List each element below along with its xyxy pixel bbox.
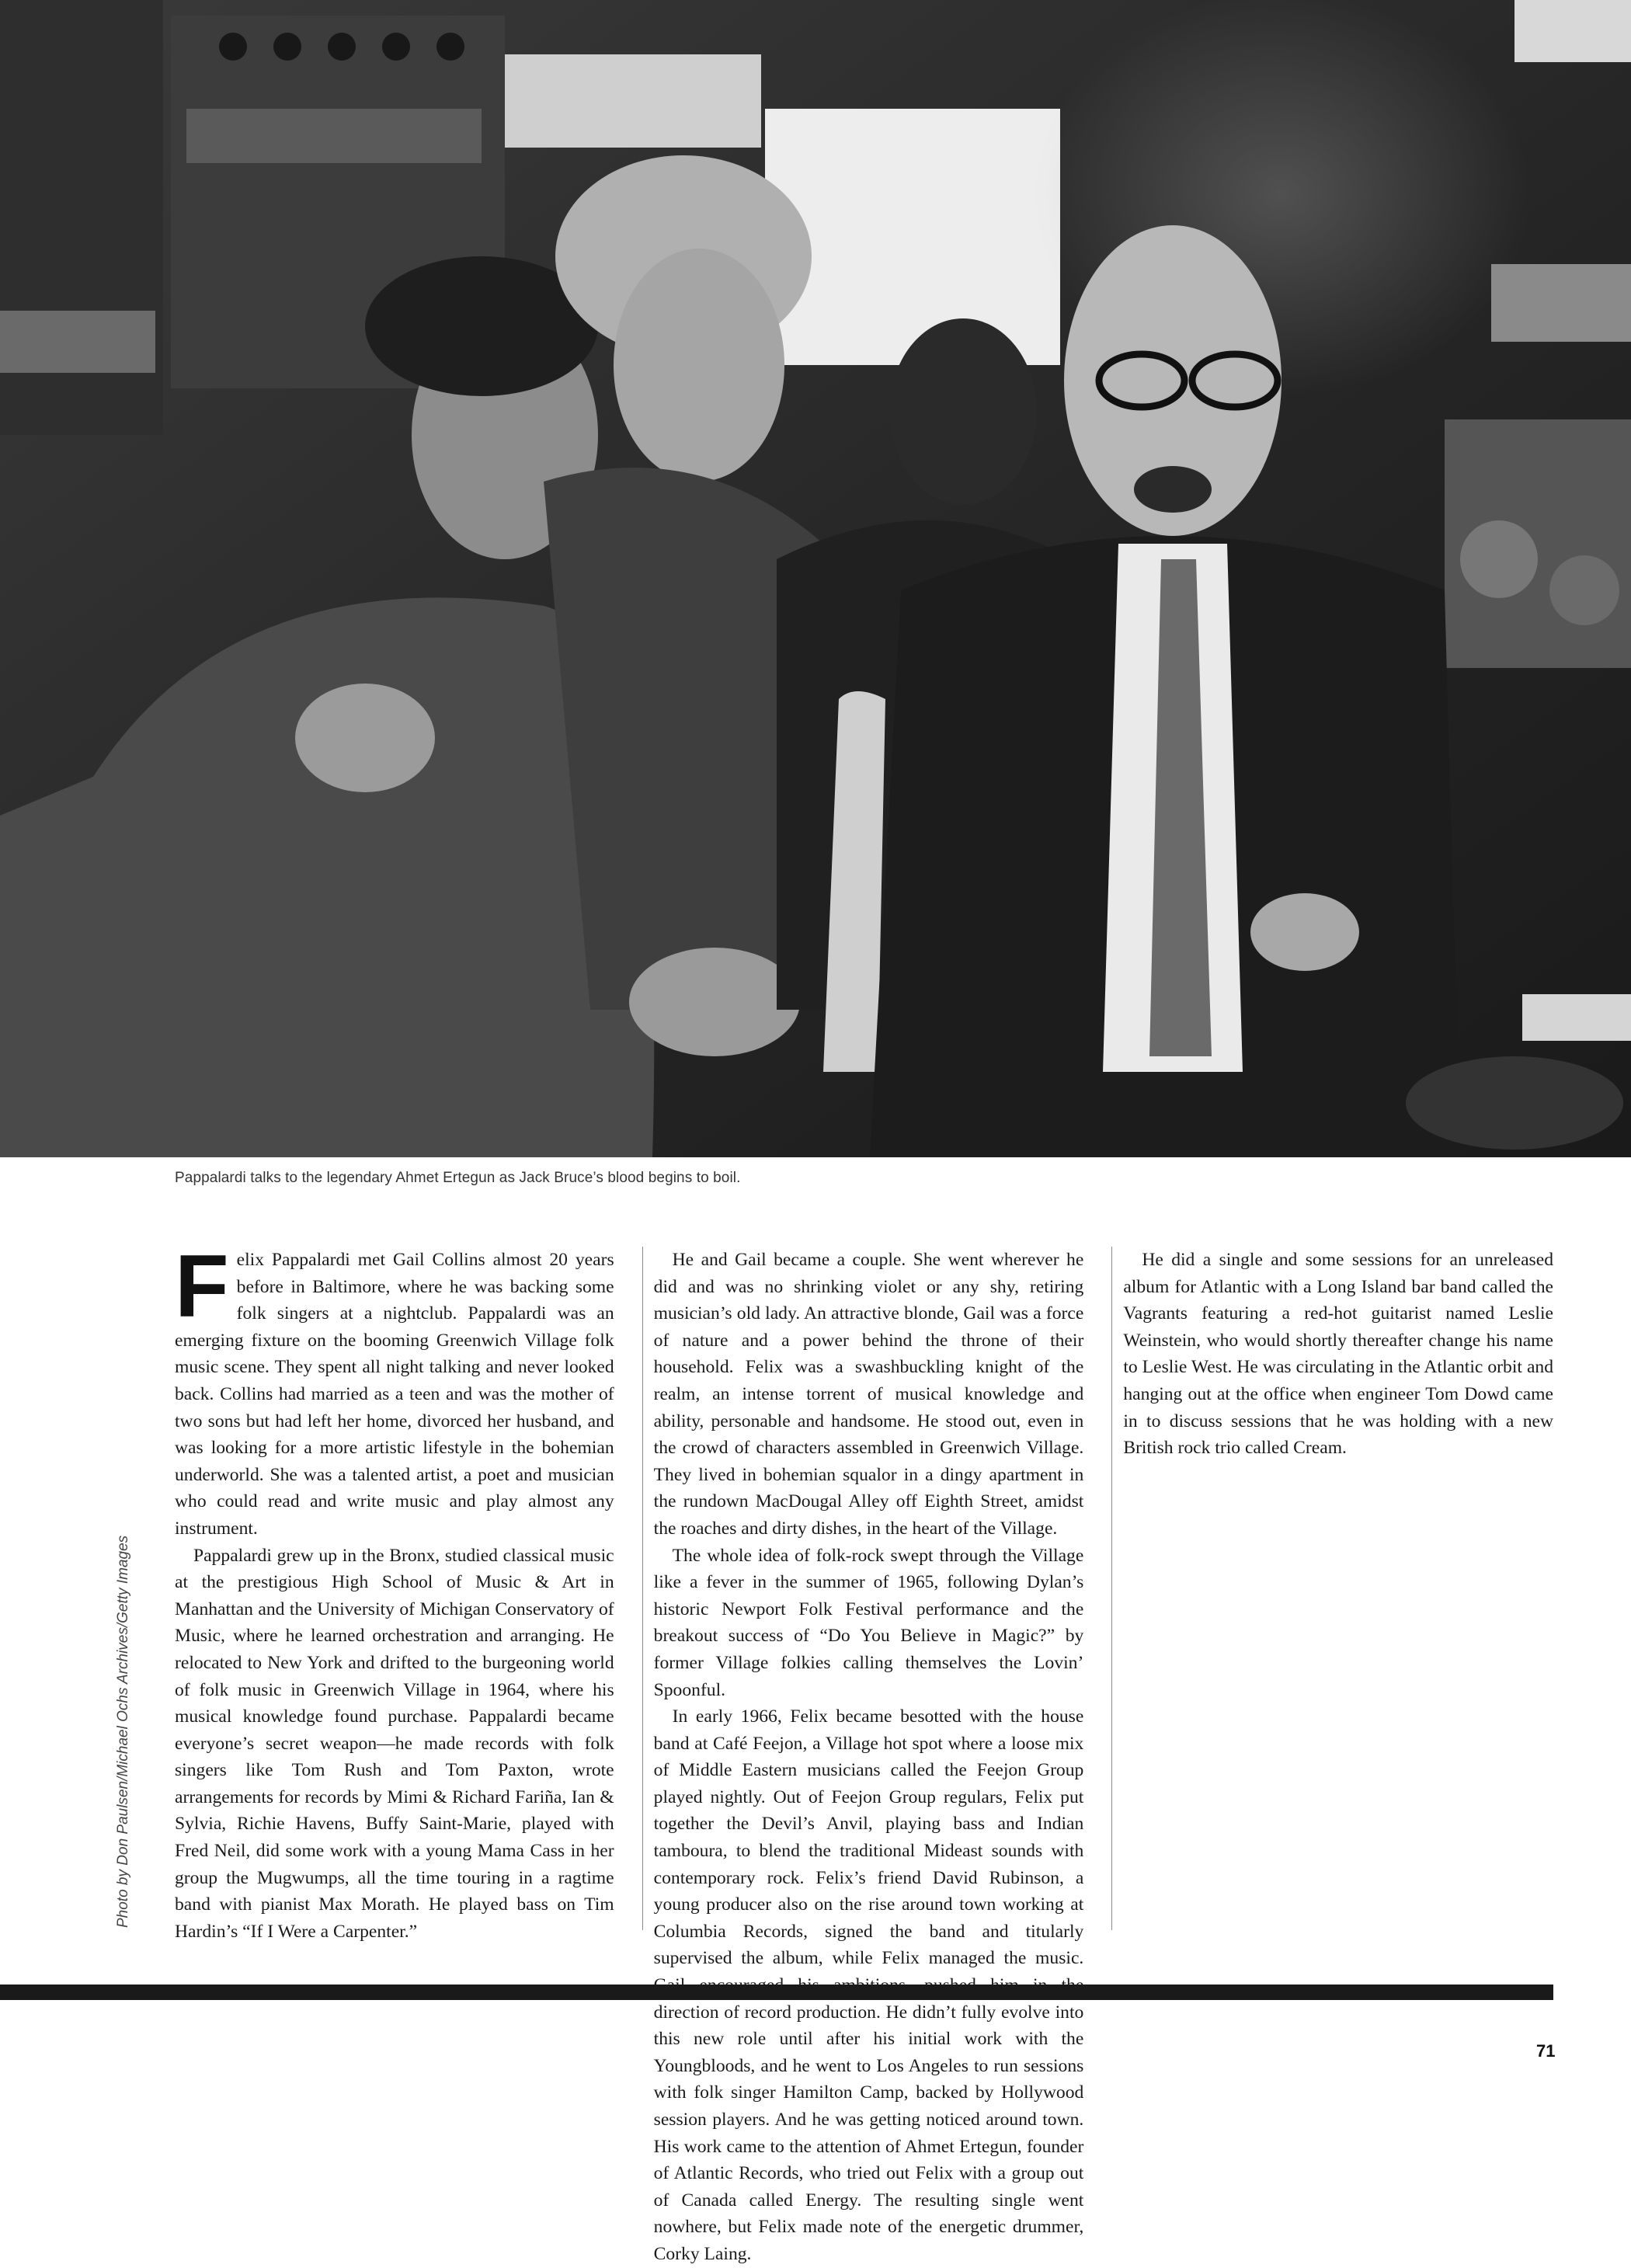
article-paragraph: The whole idea of folk-rock swept through the Village like a fever in the summer of 1965, following Dylan’s historic Newport Folk Festival performance and the breakout success of “Do You Believe in Magic?” by former Village folkies calling themselves the Lovin’ Spoonful. [653, 1545, 1084, 1700]
photo-caption: Pappalardi talks to the legendary Ahmet Ertegun as Jack Bruce’s blood begins to boil. [175, 1170, 741, 1186]
article-paragraph: In early 1966, Felix became besotted with the house band at Café Feejon, a Village hot spot where a loose mix of Middle Eastern musicians called the Feejon Group played nightly. Out of Feejon Group regulars, Felix put together the Devil’s Anvil, playing bass and Indian tamboura, to blend the traditional Mideast sounds with contemporary rock. Felix’s friend David Rubinson, a young producer also on the rise around town working at Columbia Records, signed the band and titularly supervised the album, while Felix managed the music. direction of record production. He didn’t fully evolve into this new role until after his initial work with the Youngbloods, and he went to Los Angeles to run sessions with folk singer Hamilton Camp, backed by Hollywood session players. And he was getting noticed around town. His work came to the attention of Ahmet Ertegun, founder of Atlantic Records, who tried out Felix with a group out of Canada called Energy. The resulting single went nowhere, but Felix made note of the energetic drummer, Corky Laing. [653, 1706, 1084, 2264]
article-paragraph: Felix Pappalardi met Gail Collins almost 20 years before in Baltimore, where he was backing some folk singers at a nightclub. Pappalardi was an emerging fixture on the booming Greenwich Village folk music scene. They spent all night talking and never looked back. Collins had married as a teen and was the mother of two sons but had left her home, divorced her husband, and was looking for a more artistic lifestyle in the bohemian underworld. She was a talented artist, a poet and musician who could read and write music and play almost any instrument. [175, 1237, 614, 1539]
article-column-1 [175, 1237, 614, 1942]
drop-cap: F [175, 1237, 229, 1336]
article-column-3 [1111, 1247, 1553, 1930]
article-column-2 [642, 1247, 1084, 2264]
article-paragraph: He did a single and some sessions for an unreleased album for Atlantic with a Long Island bar band called the Vagrants featuring a red-hot guitarist named Leslie Weinstein, who would shortly thereafter change his name to Leslie West. He was circulating in the Atlantic orbit and hanging out at the office when engineer Tom Dowd came in to discuss sessions that he was holding with a new British rock trio called Cream. [1123, 1250, 1554, 1459]
page-number: 71 [1536, 2041, 1556, 2061]
photo-credit: Photo by Don Paulsen/Michael Ochs Archives/Getty Images [115, 1535, 131, 1928]
article-paragraph: He and Gail became a couple. She went wherever he did and was no shrinking violet or any shy, retiring musician’s old lady. An attractive blonde, Gail was a force of nature and a power behind the throne of their household. Felix was a swashbuckling knight of the realm, an intense torrent of musical knowledge and ability, personable and handsome. He stood out, even in the crowd of characters assembled in Greenwich Village. They lived in bohemian squalor in a dingy apartment in the rundown MacDougal Alley off Eighth Street, amidst the roaches and dirty dishes, in the heart of the Village. [653, 1250, 1084, 1539]
article-paragraph: Pappalardi grew up in the Bronx, studied classical music at the prestigious High School of Music & Art in Manhattan and the University of Michigan Conservatory of Music, where he learned orchestration and arranging. He relocated to New York and drifted to the burgeoning world of folk music in Greenwich Village in 1964, where his musical knowledge found purchase. Pappalardi became everyone’s secret weapon—he made records with folk singers like Tom Rush and Tom Paxton, wrote arrangements for records by Mimi & Richard Fariña, Ian & Sylvia, Richie Havens, Buffy Saint-Marie, played with Fred Neil, did some work with a young Mama Cass in her group the Mugwumps, all the time touring in a ragtime band with pianist Max Morath. He played bass on Tim Hardin’s “If I Were a Carpenter.” [175, 1545, 614, 1942]
footer-rule [0, 1984, 1553, 2000]
